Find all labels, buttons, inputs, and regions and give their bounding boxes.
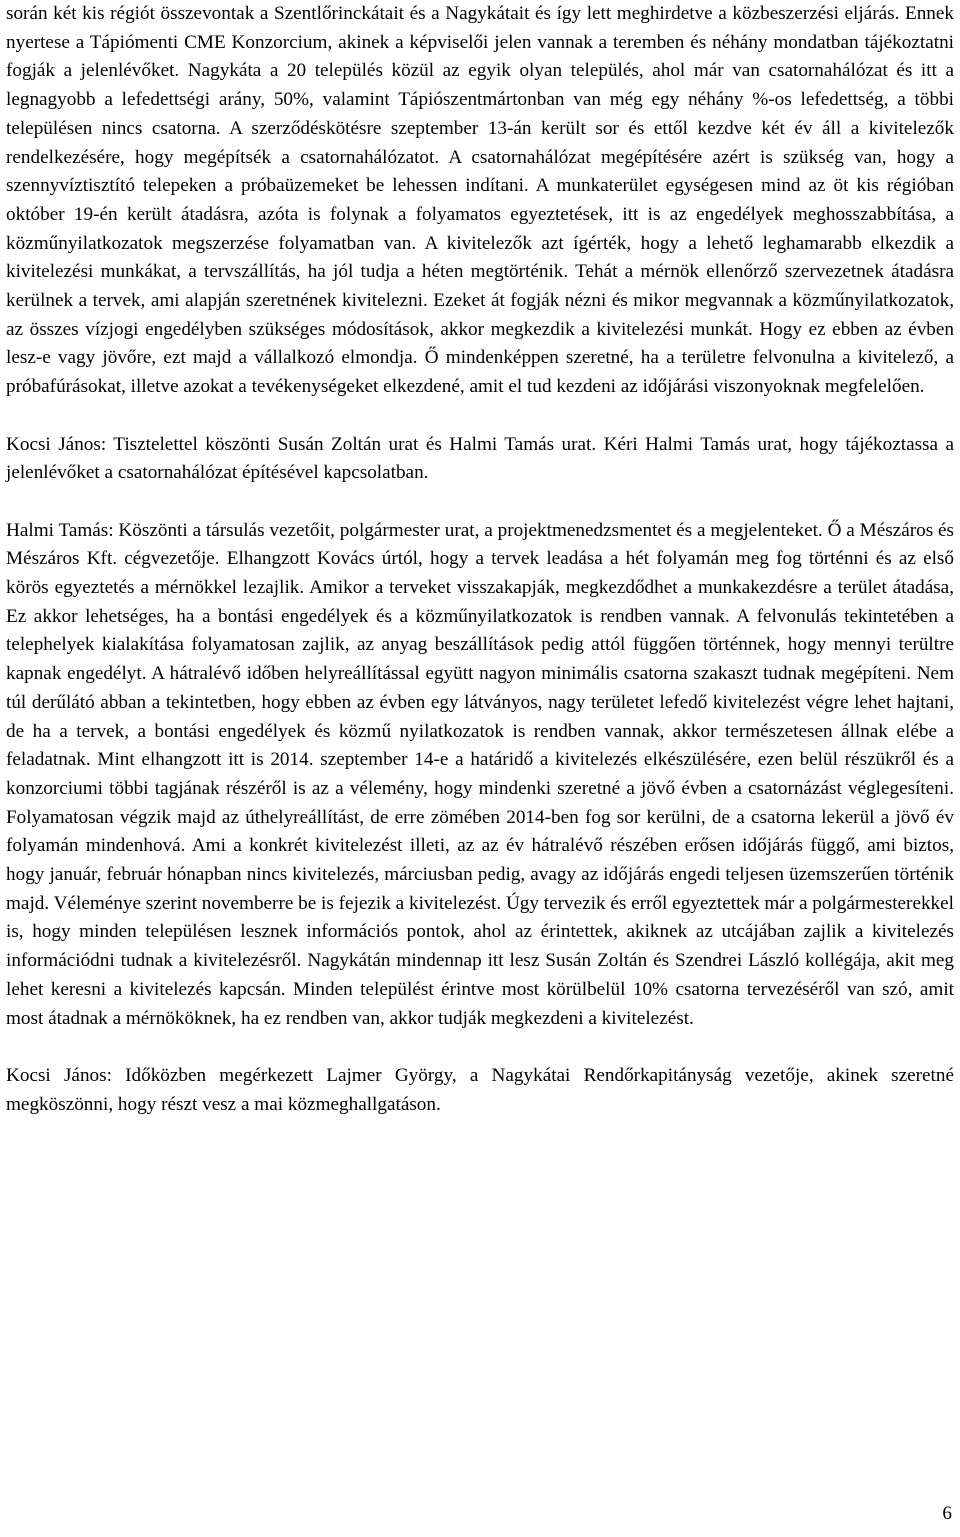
paragraph-kocsi-welcome: Kocsi János: Tisztelettel köszönti Susán Zoltán urat és Halmi Tamás urat. Kéri Halmi Tamás urat, hogy tájékoztassa a jelenlévőket a csatornahálózat építésével kapcsolatban. <box>6 433 954 484</box>
paragraph-kocsi-announcement: Kocsi János: Időközben megérkezett Lajmer György, a Nagykátai Rendőrkapitányság vezetője, akinek szeretné megköszönni, hogy részt vesz a mai közmeghallgatáson. <box>6 1064 954 1115</box>
document-page <box>6 0 954 1119</box>
paragraph-halmi-report: Halmi Tamás: Köszönti a társulás vezetőit, polgármester urat, a projektmenedzsmentet és a megjelenteket. Ő a Mészáros és Mészáros Kft. cégvezetője. Elhangzott Kovács úrtól, hogy a tervek leadása a hét folyamán meg fog történni és az első körös egyeztetés a mérnökkel lezajlik. Amikor a terveket visszakapják, megkezdődhet a munkakezdésre a terület átadása, Ez akkor lehetséges, ha a bontási engedélyek és a közműnyilatkozatok is rendben vannak. A felvonulás tekintetében a telephelyek kialakítása folyamatosan zajlik, az anyag beszállítások pedig attól függően történnek, hogy mennyi terültre kapnak engedélyt. A hátralévő időben helyreállítással együtt nagyon minimális csatorna szakaszt tudnak megépíteni. Nem túl derűlátó abban a tekintetben, hogy ebben az évben egy látványos, nagy területet lefedő kivitelezést végre lehet hajtani, de ha a tervek, a bontási engedélyek és közmű nyilatkozatok is rendben vannak, akkor természetesen állnak elébe a feladatnak. Mint elhangzott itt is 2014. szeptember 14-e a határidő a kivitelezés elkészülésére, ezen belül részükről és a konzorciumi többi tagjának részéről is az a vélemény, hogy mindenki szeretné a jövő évben a csatornázást véglegesíteni. Folyamatosan végzik majd az úthelyreállítást, de erre zömében 2014-ben fog sor kerülni, de a csatorna lekerül a jövő év folyamán mindenhová. Ami a konkrét kivitelezést illeti, az az év hátralévő részében erősen időjárás függő, ami biztos, hogy január, február hónapban nincs kivitelezés, márciusban pedig, avagy az időjárás engedi teljesen üzemszerűen történik majd. Véleménye szerint novemberre be is fejezik a kivitelezést. Úgy tervezik és erről egyeztettek már a polgármesterekkel is, hogy minden településen lesznek információs pontok, ahol az érintettek, akiknek az utcájában zajlik a kivitelezés információdni tudnak a kivitelezésről. Nagykátán mindennap itt lesz Susán Zoltán és Szendrei László kollégája, akit meg lehet keresni a kivitelezés kapcsán. Minden települést érintve most körülbelül 10% csatorna tervezéséről van szó, amit most átadnak a mérnököknek, ha ez rendben van, akkor tudják megkezdeni a kivitelezést. <box>6 519 954 1029</box>
page-number: 6 <box>942 1503 952 1524</box>
paragraph-intro: során két kis régiót összevontak a Szentlőrinckátait és a Nagykátait és így lett meghirdetve a közbeszerzési eljárás. Ennek nyertese a Tápiómenti CME Konzorcium, akinek a képviselői jelen vannak a teremben és néhány mondatban tájékoztatni fogják a jelenlévőket. Nagykáta a 20 település közül az egyik olyan település, ahol már van csatornahálózat és itt a legnagyobb a lefedettségi arány, 50%, valamint Tápiószentmártonban van még egy néhány %-os lefedettség, a többi településen nincs csatorna. A szerződéskötésre szeptember 13-án került sor és ettől kezdve két év áll a kivitelezők rendelkezésére, hogy megépítsék a csatornahálózatot. A csatornahálózat megépítésére azért is szükség van, hogy a szennyvíztisztító telepeken a próbaüzemeket be lehessen indítani. A munkaterület egységesen mind az öt kis régióban október 19-én került átadásra, azóta is folynak a folyamatos egyeztetések, itt is az engedélyek meghosszabbítása, a közműnyilatkozatok megszerzése folyamatban van. A kivitelezők azt ígérték, hogy a lehető leghamarabb elkezdik a kivitelezési munkákat, a tervszállítás, ha jól tudja a héten megtörténik. Tehát a mérnök ellenőrző szervezetnek átadásra kerülnek a tervek, ami alapján szeretnének kivitelezni. Ezeket át fogják nézni és mikor megvannak a közműnyilatkozatok, az összes vízjogi engedélyben szükséges módosítások, akkor megkezdik a kivitelezési munkát. Hogy ez ebben az évben lesz-e vagy jövőre, ezt majd a vállalkozó elmondja. Ő mindenképpen szeretné, ha a területre felvonulna a kivitelező, a próbafúrásokat, illetve azokat a tevékenységeket elkezdené, amit el tud kezdeni az időjárási viszonyoknak megfelelően. <box>6 3 954 398</box>
